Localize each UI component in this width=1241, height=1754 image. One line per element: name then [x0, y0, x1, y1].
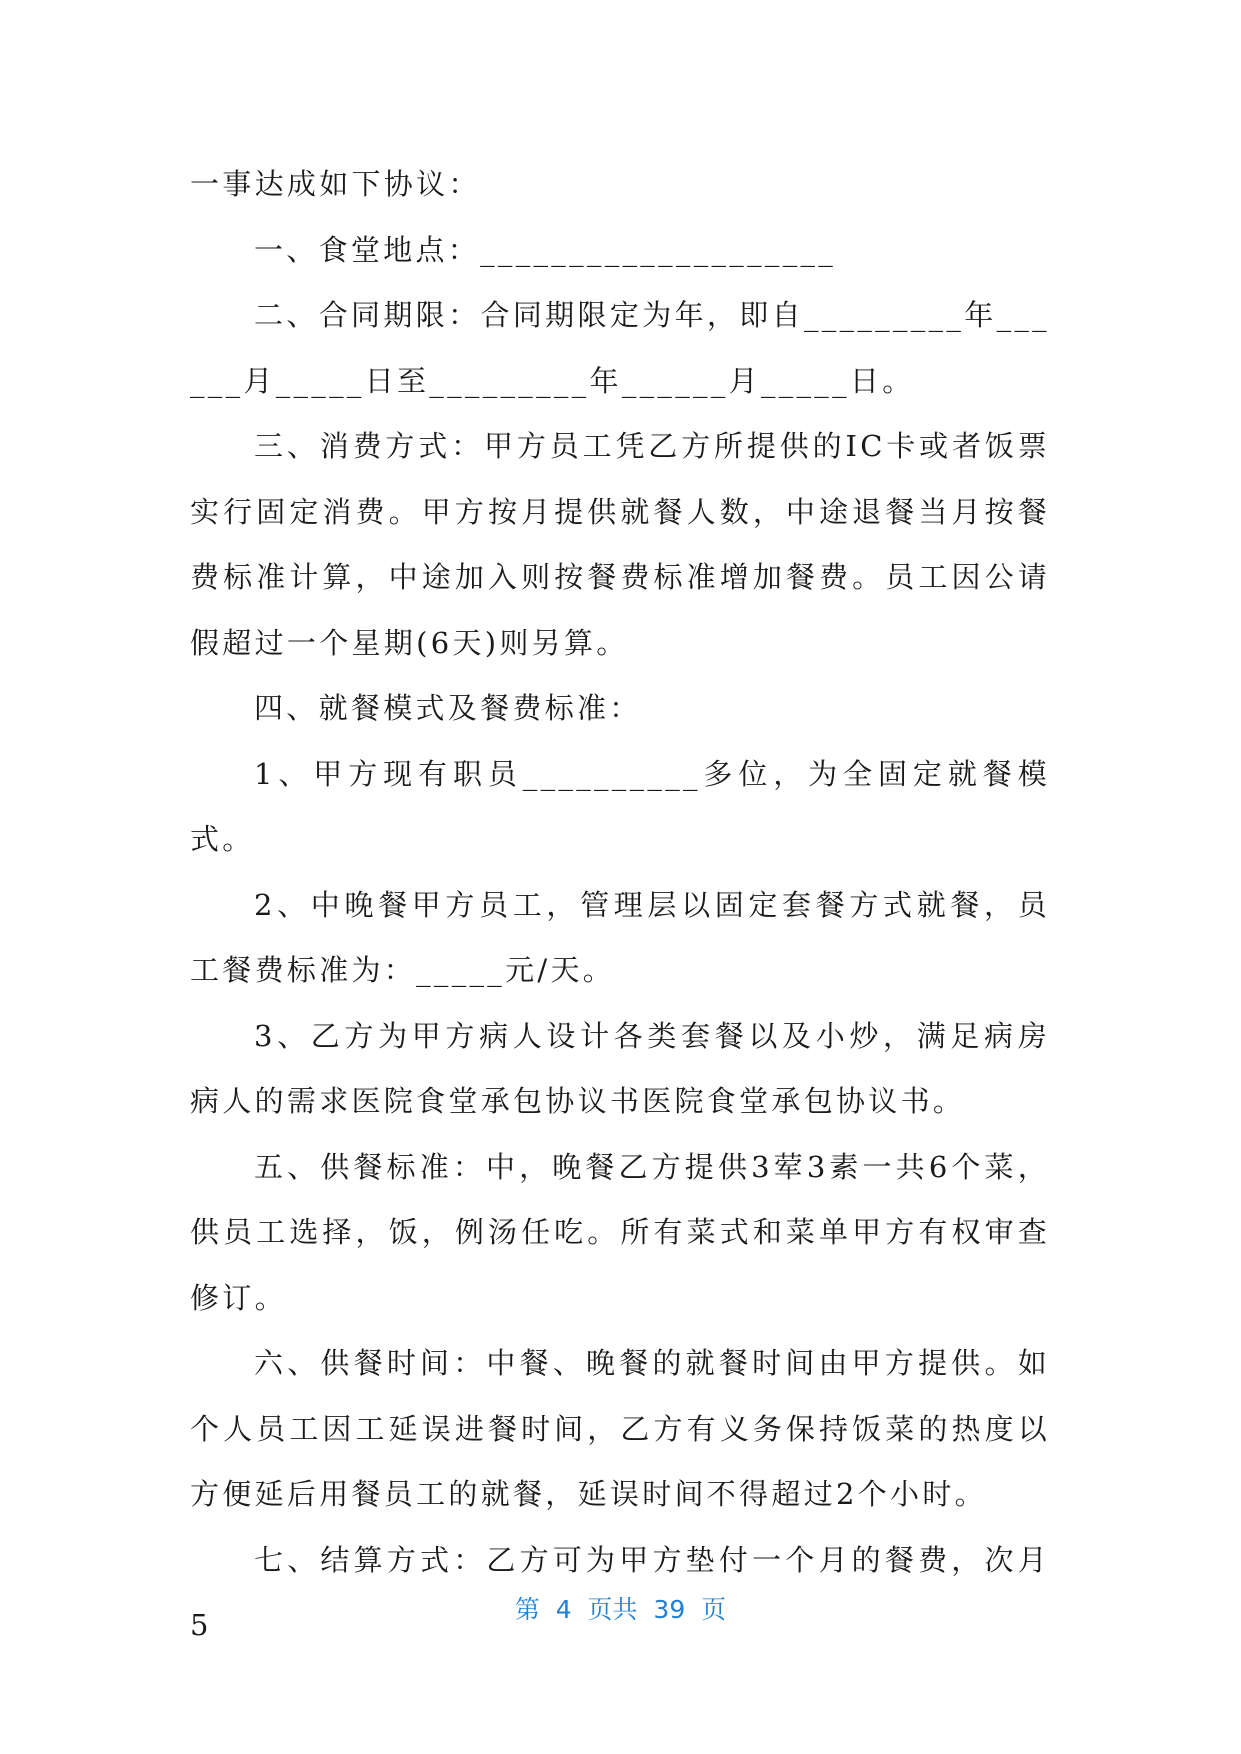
paragraph: 一、食堂地点：____________________ — [254, 232, 837, 267]
paragraph: 三、消费方式：甲方员工凭乙方所提供的IC卡或者饭票实行固定消费。甲方按月提供就餐人数，中途退餐当月按餐费标准计算，中途加入则按餐费标准增加餐费。员工因公请假超过一个星期(6天)则另算。 — [190, 429, 1050, 660]
paragraph: 七、结算方式：乙方可为甲方垫付一个月的餐费，次月5 — [190, 1542, 1050, 1642]
paragraph: 五、供餐标准：中，晚餐乙方提供3荤3素一共6个菜，供员工选择，饭，例汤任吃。所有菜式和菜单甲方有权审查修订。 — [190, 1149, 1050, 1315]
paragraph: 二、合同期限：合同期限定为年，即自_________年______月_____日至_________年______月_____日。 — [190, 298, 1050, 398]
paragraph: 3、乙方为甲方病人设计各类套餐以及小炒，满足病房病人的需求医院食堂承包协议书医院食堂承包协议书。 — [190, 1018, 1050, 1118]
paragraph: 一事达成如下协议： — [190, 167, 481, 201]
document-body — [190, 152, 1050, 1659]
paragraph: 2、中晚餐甲方员工，管理层以固定套餐方式就餐，员工餐费标准为：_____元/天。 — [190, 887, 1050, 987]
paragraph: 1、甲方现有职员__________多位，为全固定就餐模式。 — [190, 756, 1050, 856]
paragraph: 四、就餐模式及餐费标准： — [254, 691, 642, 725]
paragraph: 六、供餐时间：中餐、晚餐的就餐时间由甲方提供。如个人员工因工延误进餐时间，乙方有义务保持饭菜的热度以方便延后用餐员工的就餐，延误时间不得超过2个小时。 — [190, 1346, 1050, 1511]
page-number-footer: 第 4 页共 39 页 — [514, 1595, 727, 1624]
